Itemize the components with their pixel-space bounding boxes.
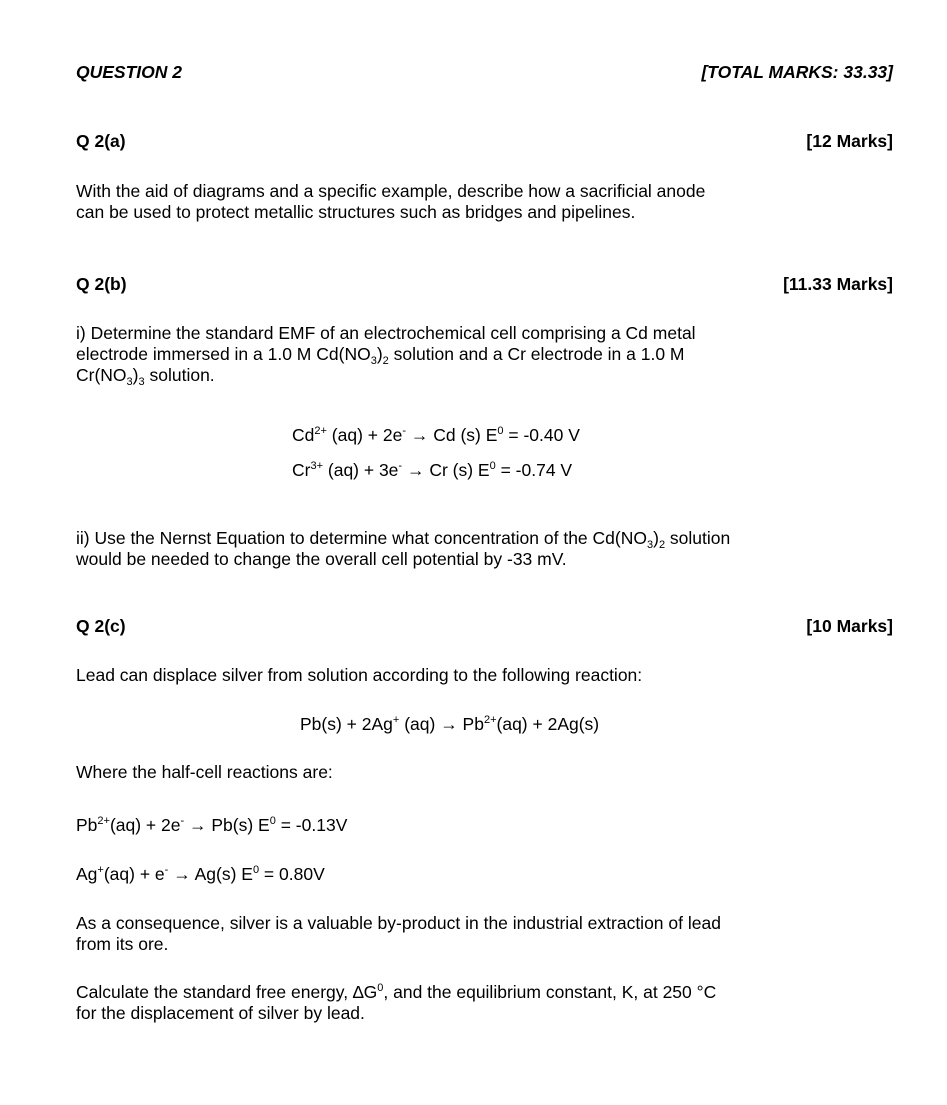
half-reaction-cd: $Cd^{2+}$ (aq) + 2e- → Cd (s) $E^0 = -0.40$ V — [292, 425, 580, 445]
q2b-i-line3: $Cr(NO_3)_3$ solution. — [76, 365, 215, 388]
consequence-line2: from its ore. — [76, 934, 169, 954]
q2b-ii-line2: would be needed to change the overall cell potential by -33 mV. — [76, 549, 567, 569]
half-cell-intro: Where the half-cell reactions are: — [76, 762, 333, 782]
q2a-text-line1: With the aid of diagrams and a specific example, describe how a sacrificial anode — [76, 181, 706, 201]
q2a-text — [76, 181, 894, 223]
half-reaction-ag: Ag+(aq) + e- → Ag(s) $E^0 = 0.80V$ — [76, 864, 325, 884]
q2a-text-line2: can be used to protect metallic structures such as bridges and pipelines. — [76, 202, 636, 222]
q2a-label: Q 2(a) — [76, 131, 126, 151]
calculate-line2: for the displacement of silver by lead. — [76, 1003, 365, 1023]
calculate-text — [76, 982, 716, 1024]
q2c-intro: Lead can displace silver from solution according to the following reaction: — [76, 665, 643, 685]
q2c-marks: [10 Marks] — [806, 616, 893, 636]
consequence-line1: As a consequence, silver is a valuable by-product in the industrial extraction of lead — [76, 913, 721, 933]
q2b-ii-line1: ii) Use the Nernst Equation to determine what concentration of the $Cd(NO_3)_2$ solution — [76, 528, 731, 551]
q2a-marks: [12 Marks] — [806, 131, 893, 151]
half-reaction-pb: $Pb^{2+}(aq) + 2e^- \to Pb(s) E^0 = -0.13V$ — [76, 815, 348, 835]
q2b-i-line2: electrode immersed in a 1.0 M $Cd(NO_3)_2$ solution and a Cr electrode in a 1.0 M — [76, 344, 685, 367]
half-reaction-cr: $Cr^{3+}$ (aq) + 3e- → Cr (s) $E^0 = -0.74$ V — [292, 460, 573, 480]
q2b-i-line1: i) Determine the standard EMF of an electrochemical cell comprising a Cd metal — [76, 323, 696, 343]
displacement-reaction: Pb(s) + 2Ag+ $(aq) \to Pb^{2+}(aq) + 2Ag(s)$ — [300, 714, 600, 734]
q2b-marks: [11.33 Marks] — [783, 274, 893, 294]
consequence-text — [76, 913, 721, 955]
q2b-label: Q 2(b) — [76, 274, 127, 294]
q2b-part-ii — [76, 528, 894, 570]
calculate-line1: Calculate the standard free energy, $\Delta G^0$, and the equilibrium constant, K, at 250 °C — [76, 982, 717, 1002]
q2b-part-i — [76, 323, 894, 386]
question-title: QUESTION 2 — [76, 62, 182, 82]
total-marks: [TOTAL MARKS: 33.33] — [701, 62, 893, 82]
q2c-label: Q 2(c) — [76, 616, 126, 636]
